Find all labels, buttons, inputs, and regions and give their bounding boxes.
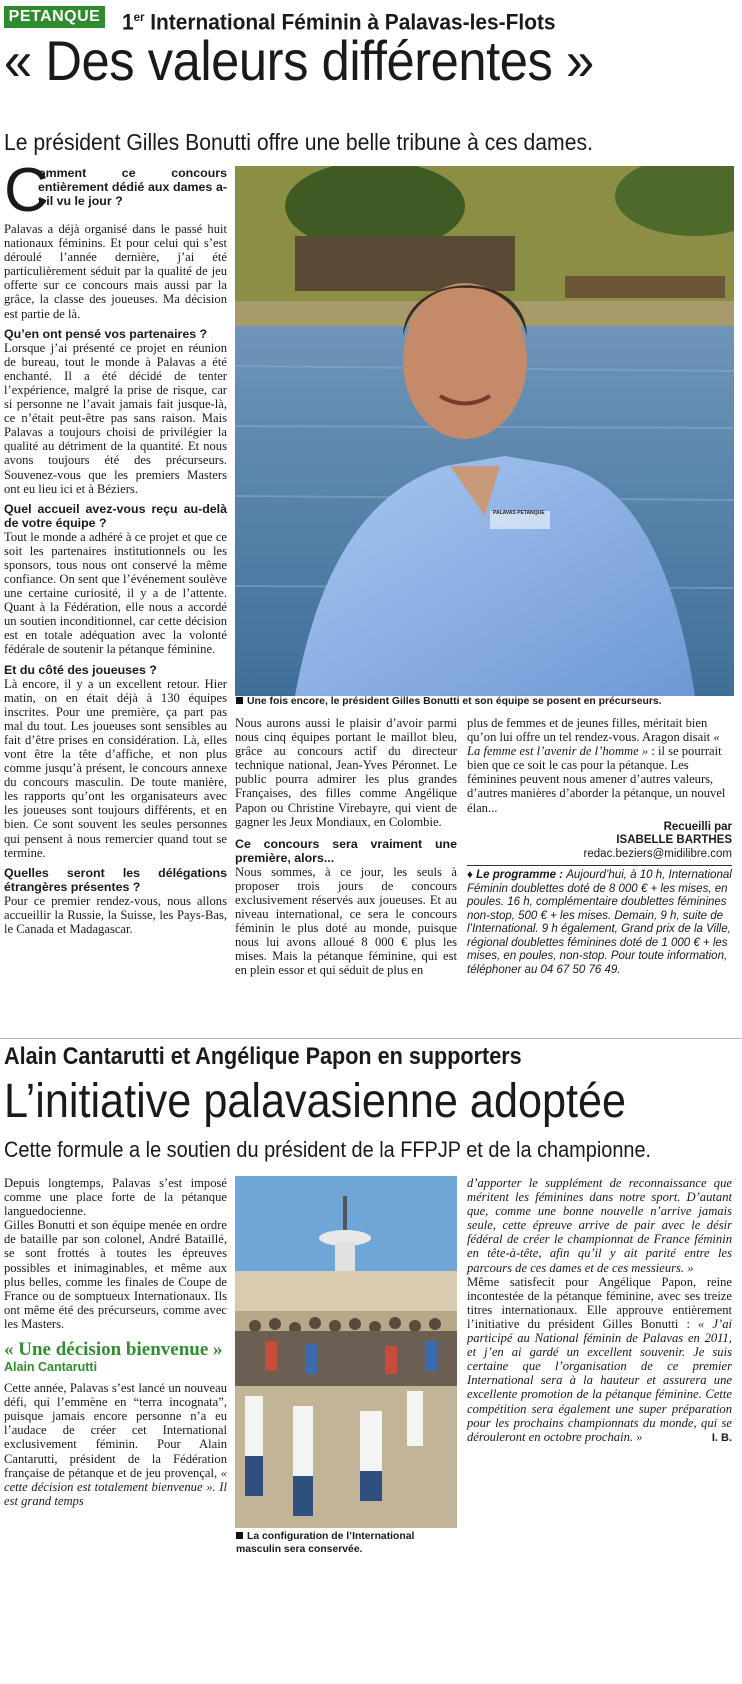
deck: Le président Gilles Bonutti offre une belle tribune à ces dames. — [4, 129, 593, 155]
paragraph-1: Depuis longtemps, Palavas s’est imposé comme une place forte de la pétanque languedocienne. — [4, 1176, 227, 1219]
article1-column-1 — [4, 156, 227, 936]
article2-deck: Cette formule a le soutien du président de la FFPJP et de la championne. — [4, 1137, 652, 1162]
paragraph-2: Gilles Bonutti et son équipe menée en ordre de bataille par son colonel, André Bataillé, se sont frottés à toutes les épreuves possibles et inimaginables, et même aux plus belles, comme les finales de Coupe de France ou de somptueux Internationaux. Ils ont même été des précurseurs, comme avec les Masters. — [4, 1218, 227, 1331]
programme-text: ♦ Le programme : Aujourd’hui, à 10 h, International Féminin doublettes doté de 8 000 € + les mises, en poules. 16 h, complémentaire doublettes féminines non-stop, 500 € + les mises. Demain, 9 h, suite de l’International. 9 h également, Grand prix de la Ville, régional doublettes féminines doté de 1 000 € + les mises, en poules, non-stop. Pour toute information, téléphoner au 04 67 50 76 49. — [467, 869, 732, 976]
question-4: Et du côté des joueuses ? — [4, 662, 157, 677]
answer-2: Lorsque j’ai présenté ce projet en réunion de bureau, tout le monde à Palavas a été enchanté. Il a été décidé de tenter l’expérience, malgré la prise de risque, car si personne ne l’avait jamais fait jusque-là, ce n’était peut-être pas sans raison. Mais Palavas a toujours choisi de privilégier la qualité au détriment de la quantité. Et nous avons toujours été des précurseurs. Souvenez-vous que les premiers Masters ont eu lieu ici et à Béziers. — [4, 340, 227, 496]
shirt-badge: PALAVAS PETANQUE — [493, 510, 545, 516]
question-1 — [4, 156, 227, 225]
article-divider — [0, 1038, 742, 1039]
article2-column-1 — [4, 1176, 227, 1508]
article1-column-3 — [467, 716, 732, 977]
kicker: 1er International Féminin à Palavas-les-Flots — [122, 9, 556, 35]
answer-5: Pour ce premier rendez-vous, nous allons accueillir la Russie, la Suisse, les Pays-Bas, le Canada et Madagascar. — [4, 893, 227, 936]
question-text: omment ce concours entièrement dédié aux dames a-t-il vu le jour ? — [38, 166, 227, 208]
article1-column-2 — [235, 716, 457, 978]
portrait-illustration — [235, 166, 734, 696]
answer-4: Là encore, il y a un excellent retour. Hier matin, on en était déjà à 130 équipes inscrites. Pour une première, ça part pas mal du tout. Les joueuses sont sensibles au fait d’être prises en considération. Là, elles vont être la tête d’affiche, et non plus comme jusqu’à présent, le concours annexe du concours masculin. De toute manière, les rapports qu’ont les organisateurs avec les joueuses sont toujours différents, et en bien. Ce sont souvent les seules personnes qui pensent à nous remercier quand tout se termine. — [4, 676, 227, 860]
photo-caption: Une fois encore, le président Gilles Bonutti et son équipe se posent en précurseurs. — [236, 696, 734, 709]
answer-1: Palavas a déjà organisé dans le passé huit nationaux féminins. Et pour celui qui s’est déroulé l’année dernière, j’ai été particulièrement séduit par la qualité de jeu offerte sur ce concours mais aussi par la grâce, la classe des joueuses. Ma décision est partie de là. — [4, 222, 227, 321]
signature: I. B. — [711, 1431, 732, 1444]
crowd-illustration — [235, 1176, 457, 1528]
programme-title: Le programme : — [476, 869, 563, 882]
section-tag: PETANQUE — [4, 6, 105, 28]
question-2: Qu’en ont pensé vos partenaires ? — [4, 326, 208, 341]
credit: Recueilli par ISABELLE BARTHES redac.beziers@midilibre.com — [467, 821, 732, 862]
international-photo — [235, 1176, 457, 1528]
answer-3: Tout le monde a adhéré à ce projet et que ce soit les partenaires institutionnels ou les sponsors, tous nous ont conservé la même confiance. On sent que l’événement soulève une certaine curiosité, il y a de l’attente. Quant à la Fédération, elle nous a accordé un soutien inconditionnel, car cette décision est en totale adéquation avec la volonté fédérale de soutenir la pétanque féminine. — [4, 529, 227, 657]
credit-email: redac.beziers@midilibre.com — [583, 847, 732, 860]
programme-box — [467, 865, 732, 977]
question-3: Quel accueil avez-vous reçu au-delà de votre équipe ? — [4, 501, 227, 530]
article2-headline: L’initiative palavasienne adoptée — [4, 1075, 627, 1128]
aragon-quote: « La femme est l’avenir de l’homme » — [467, 730, 720, 759]
answer-6: Nous sommes, à ce jour, les seuls à proposer trois jours de concours exclusivement réservés aux joueuses. Et au niveau international, ce sera le concours féminin le plus doté au monde, puisque nous lui avons alloué 8 000 € plus les mises. Mais la pétanque féminine, qui est en plein essor et qui séduit de plus en — [235, 864, 457, 978]
pull-quote — [4, 1339, 227, 1375]
question-5: Quelles seront les délégations étrangères présentes ? — [4, 865, 227, 894]
pull-quote-text: « Une décision bienvenue » — [4, 1339, 223, 1361]
answer-6-continued: plus de femmes et de jeunes filles, méritait bien qu’on lui offre un tel rendez-vous. Aragon disait « La femme est l’avenir de l’homme » : il se pourrait bien que ce soit le cas pour la pétanque. Les féminines peuvent nous amener d’autres valeurs, d’autres manières d’aborder la pétanque, un nouvel élan... — [467, 716, 726, 815]
headline: « Des valeurs différentes » — [4, 29, 594, 92]
article2-column-3 — [467, 1176, 732, 1445]
article2-kicker: Alain Cantarutti et Angélique Papon en supporters — [4, 1043, 522, 1070]
paragraph-3: Cette année, Palavas s’est lancé un nouveau défi, qui l’emmène en “terra incognata”, puisque jamais encore personne n’a eu l’audace de créer cet International exclusivement féminin. Pour Alain Cantarutti, président de la Fédération française de pétanque et de jeu provençal, « cette décision est totalement bienvenue ». Il est grand temps — [4, 1381, 227, 1508]
dropcap: C — [4, 156, 49, 225]
president-photo — [235, 166, 734, 696]
answer-5-continued: Nous aurons aussi le plaisir d’avoir parmi nous cinq équipes portant le maillot bleu, grâce au concours actif du directeur technique national, Jean-Yves Péronnet. Le public pourra admirer les plus grandes Françaises, des filles comme Angélique Papon ou Christine Virebayre, qui vient de gagner les Jeux Mondiaux, en Colombie. — [235, 716, 457, 829]
paragraph-5: Même satisfecit pour Angélique Papon, reine incontestée de la pétanque féminine, avec ses treize titres internationaux. Elle approuve entièrement l’initiative du président Gilles Bonutti : « J’ai participé au National féminin de Palavas en 2011, et j’en ai gardé un excellent souvenir. Je suis certaine que l’organisation de ce premier International sera à la hauteur et assurera une excellente promotion de la pétanque féminine. Cette compétition sera également une super préparation pour les prochains championnats du monde, qui se dérouleront en octobre prochain. » — [467, 1274, 732, 1444]
question-6: Ce concours sera vraiment une première, alors... — [235, 836, 457, 865]
article2-photo-caption: La configuration de l’International masculin sera conservée. — [236, 1531, 415, 1555]
pull-quote-attribution: Alain Cantarutti — [4, 1360, 98, 1375]
paragraph-4: d’apporter le supplément de reconnaissance que méritent les féminines dans notre sport. D’autant que, comme une bonne nouvelle n’arrive jamais seule, cette épreuve arrive de pair avec le désir fédéral de créer le championnat de France féminin en tête-à-tête, afin qu’il y ait parité entre les parcours de ces dames et de ces messieurs. » — [467, 1176, 732, 1275]
